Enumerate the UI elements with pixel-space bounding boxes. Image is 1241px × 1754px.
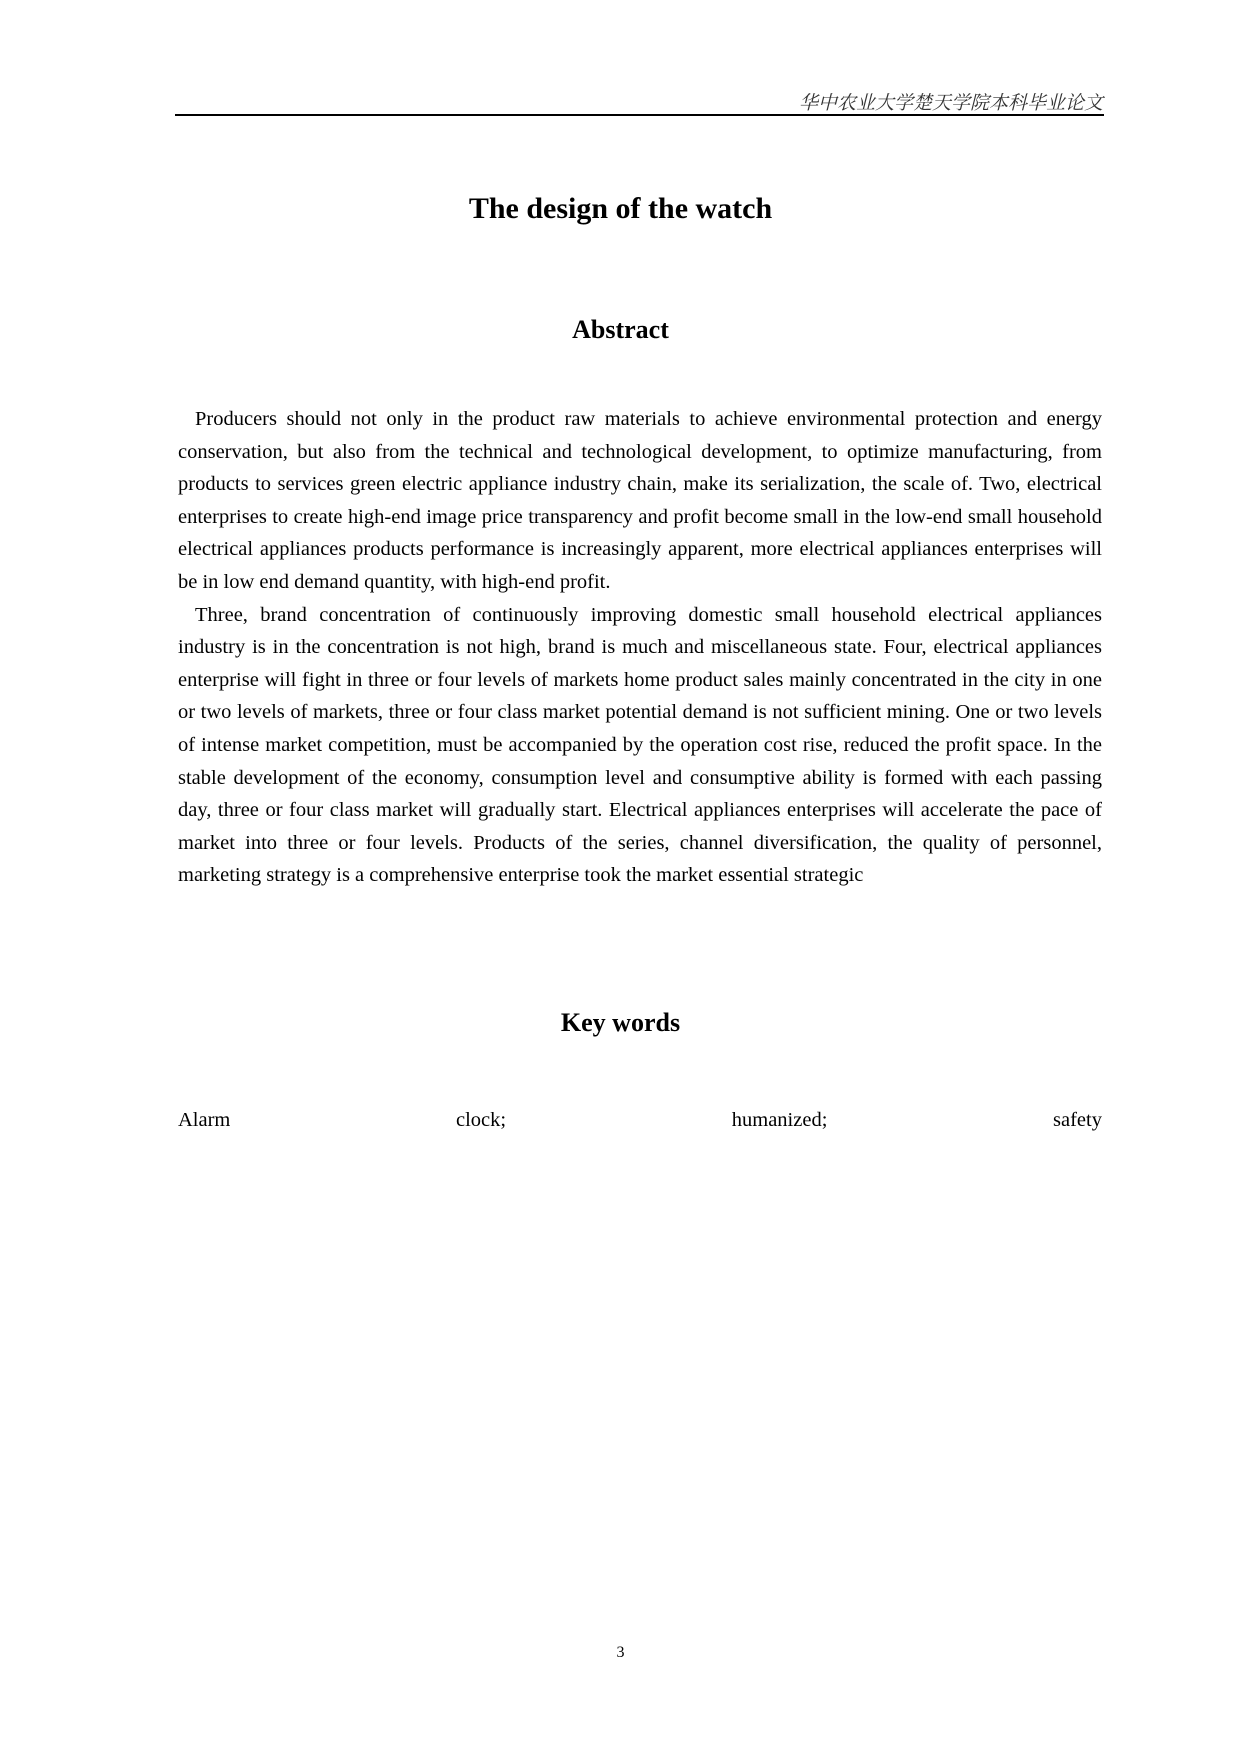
keyword: humanized; (731, 1109, 828, 1131)
running-header: 华中农业大学楚天学院本科毕业论文 (798, 92, 1103, 114)
keyword: safety (1053, 1109, 1102, 1131)
keywords-line (178, 1109, 1102, 1132)
page-title: The design of the watch (468, 192, 773, 225)
header-rule (175, 114, 1104, 116)
keyword: clock; (456, 1109, 507, 1131)
keywords-heading: Key words (560, 1008, 681, 1037)
abstract-heading: Abstract (572, 315, 669, 344)
abstract-body (178, 403, 1102, 892)
page-number: 3 (616, 1644, 625, 1661)
abstract-paragraph: Three, brand concentration of continuously improving domestic small household electrical appliances industry is in the concentration is not high, brand is much and miscellaneous state. Four, electrical appliances enterprise will fight in three or four levels of markets home product sales mainly concentrated in the city in one or two levels of markets, three or four class market potential demand is not sufficient mining. One or two levels of intense market competition, must be accompanied by the operation cost rise, reduced the profit space. In the stable development of the economy, consumption level and consumptive ability is formed with each passing day, three or four class market will gradually start. Electrical appliances enterprises will accelerate the pace of market into three or four levels. Products of the series, channel diversification, the quality of personnel, marketing strategy is a comprehensive enterprise took the market essential strategic (178, 603, 1102, 887)
keyword: Alarm (178, 1109, 231, 1131)
abstract-paragraph: Producers should not only in the product raw materials to achieve environmental protection and energy conservation, but also from the technical and technological development, to optimize manufacturing, from products to services green electric appliance industry chain, make its serialization, the scale of. Two, electrical enterprises to create high-end image price transparency and profit become small in the low-end small household electrical appliances products performance is increasingly apparent, more electrical appliances enterprises will be in low end demand quantity, with high-end profit. (178, 408, 1102, 593)
